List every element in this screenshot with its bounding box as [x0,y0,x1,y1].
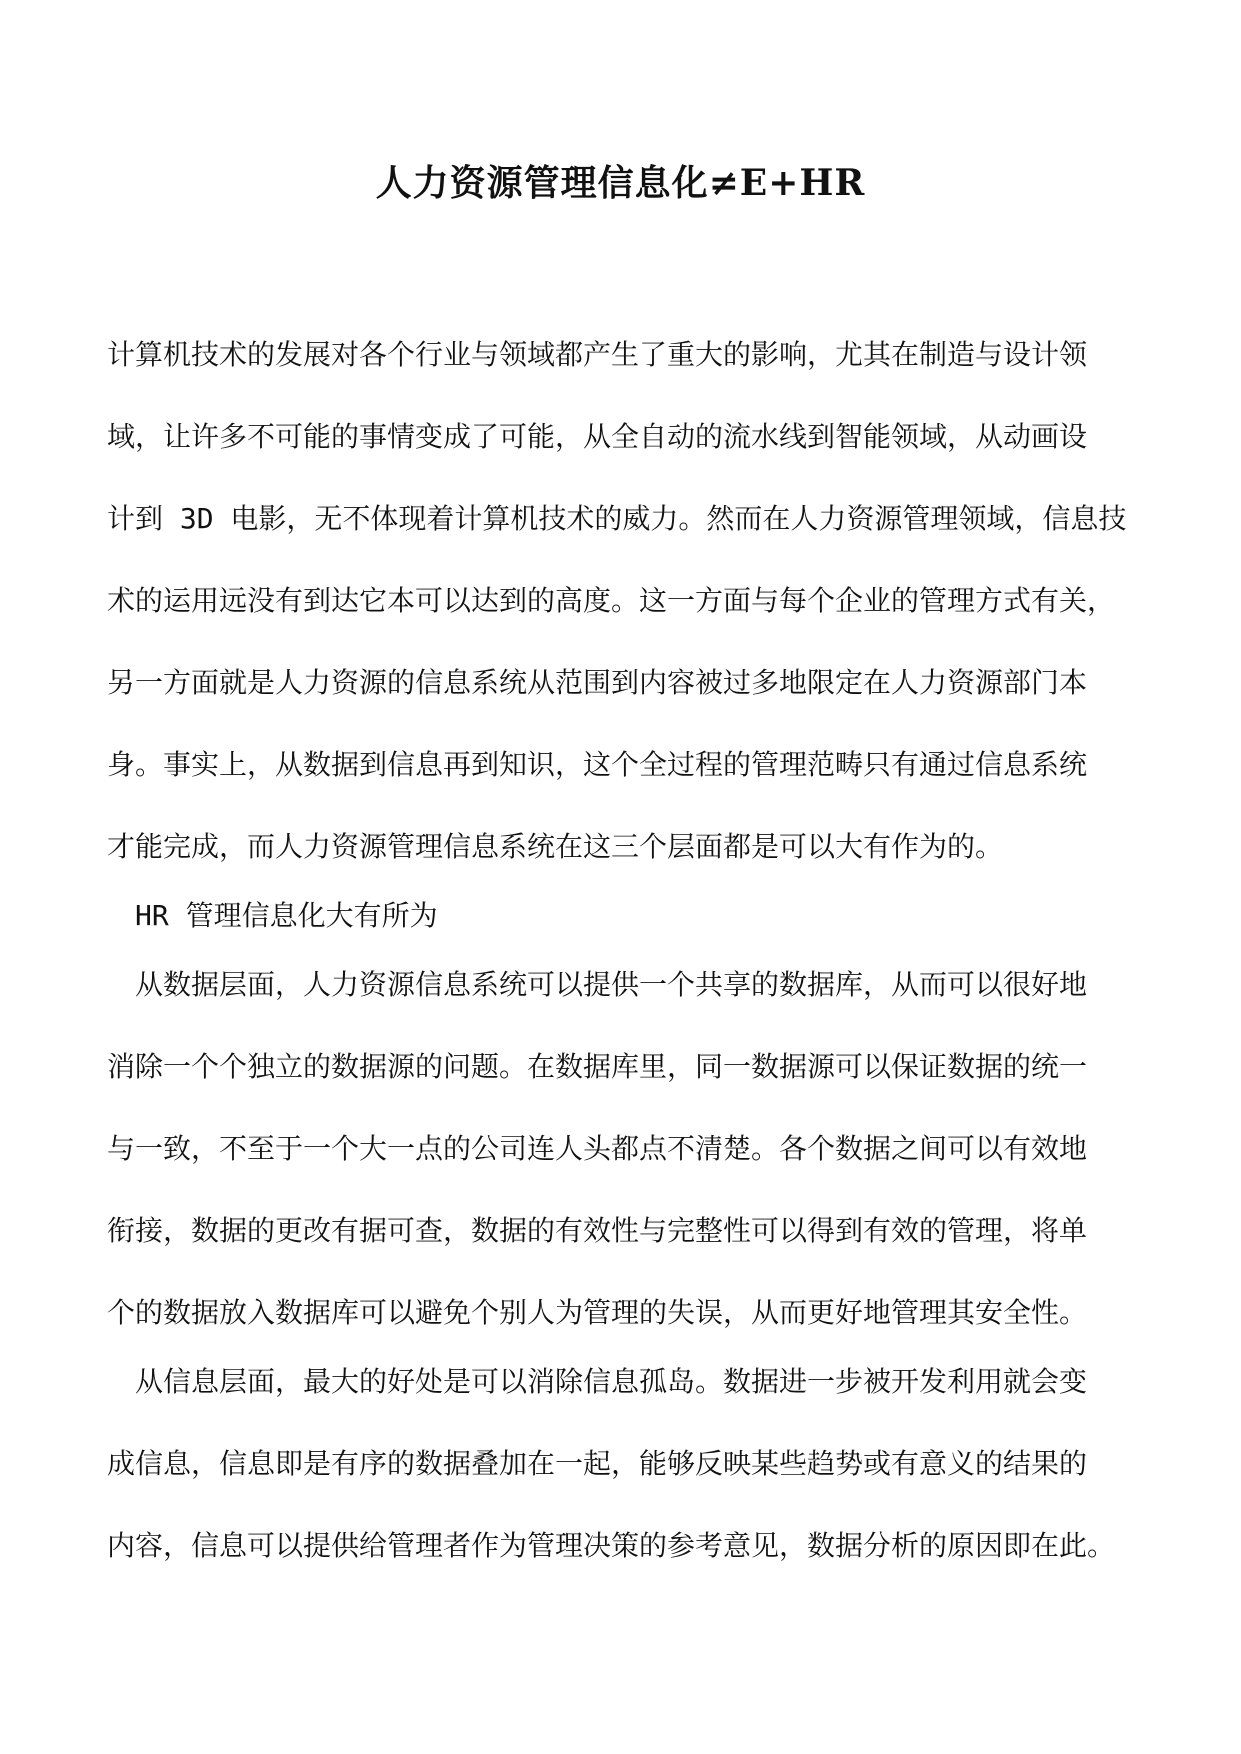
paragraph-line: 个的数据放入数据库可以避免个别人为管理的失误，从而更好地管理其安全性。 [107,1296,1088,1329]
paragraph-line: 消除一个个独立的数据源的问题。在数据库里，同一数据源可以保证数据的统一 [107,1050,1088,1083]
paragraph-line: 内容，信息可以提供给管理者作为管理决策的参考意见，数据分析的原因即在此。 [107,1529,1116,1562]
paragraph-line: 另一方面就是人力资源的信息系统从范围到内容被过多地限定在人力资源部门本 [107,666,1088,699]
paragraph-line: 域，让许多不可能的事情变成了可能，从全自动的流水线到智能领域，从动画设 [107,420,1088,453]
document-title: 人力资源管理信息化≠E+HR [375,162,866,204]
paragraph-line: 与一致，不至于一个大一点的公司连人头都点不清楚。各个数据之间可以有效地 [107,1132,1088,1165]
paragraph-line: 衔接，数据的更改有据可查，数据的有效性与完整性可以得到有效的管理，将单 [107,1214,1088,1247]
document-body [107,334,1137,1566]
paragraph-line: 术的运用远没有到达它本可以达到的高度。这一方面与每个企业的管理方式有关， [107,584,1116,617]
paragraph-line: 成信息，信息即是有序的数据叠加在一起，能够反映某些趋势或有意义的结果的 [107,1447,1088,1480]
paragraph-information-level [107,1361,1137,1566]
paragraph-data-level [107,964,1137,1333]
section-heading [107,895,1137,936]
paragraph-line: 计算机技术的发展对各个行业与领域都产生了重大的影响，尤其在制造与设计领 [107,338,1088,371]
paragraph-intro [107,334,1137,867]
paragraph-line: 从数据层面，人力资源信息系统可以提供一个共享的数据库，从而可以很好地 [135,968,1088,1001]
paragraph-line: 计到 3D 电影，无不体现着计算机技术的威力。然而在人力资源管理领域，信息技 [107,502,1127,535]
paragraph-line: 身。事实上，从数据到信息再到知识，这个全过程的管理范畴只有通过信息系统 [107,748,1088,781]
section-heading-text: HR 管理信息化大有所为 [135,899,438,932]
paragraph-line: 才能完成，而人力资源管理信息系统在这三个层面都是可以大有作为的。 [107,830,1004,863]
paragraph-line: 从信息层面，最大的好处是可以消除信息孤岛。数据进一步被开发利用就会变 [135,1365,1088,1398]
